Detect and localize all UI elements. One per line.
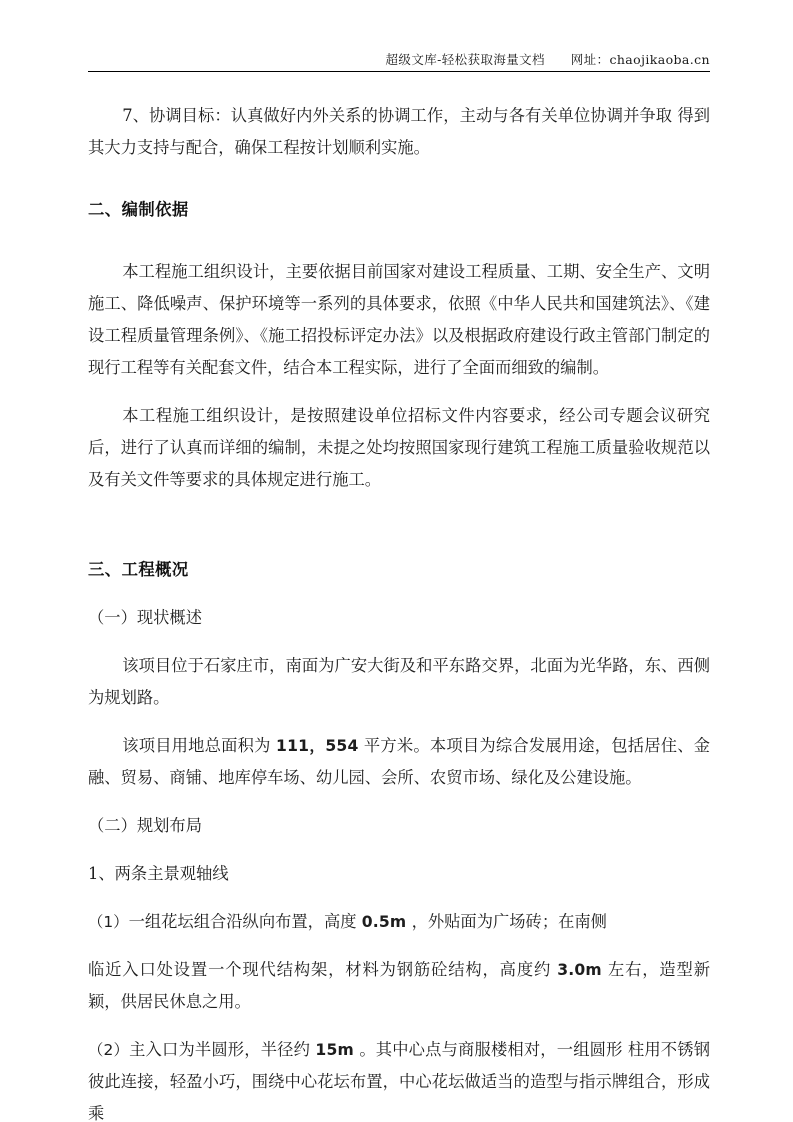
header-watermark-text: 超级文库-轻松获取海量文档 网址：chaojikaoba.cn <box>385 52 710 67</box>
list-item-2-text-a: 主入口为半圆形，半径约 <box>129 1040 316 1059</box>
frame-height-value: 3.0m <box>557 961 602 979</box>
spacer <box>88 496 710 554</box>
frame-text-a: 临近入口处设置一个现代结构架，材料为钢筋砼结构，高度约 <box>88 960 558 979</box>
list-item-1-flowerbed <box>88 906 710 938</box>
subheading-current-status: （一）现状概述 <box>88 608 202 627</box>
spacer <box>88 842 710 858</box>
document-body <box>88 100 710 1122</box>
paragraph-project-area <box>88 730 710 794</box>
area-text-suffix: 平方米。本项目为综合发展用途，包括居住、金融、贸易、商铺、地库停车场、幼儿园、会所、农贸市场、绿化及公建设施。 <box>88 736 710 787</box>
paragraph-basis-1: 本工程施工组织设计，主要依据目前国家对建设工程质量、工期、安全生产、文明施工、降低噪声、保护环境等一系列的具体要求，依照《中华人民共和国建筑法》、《建设工程质量管理条例》、《施工招投标评定办法》以及根据政府建设行政主管部门制定的现行工程等有关配套文件，结合本工程实际，进行了全面而细致的编制。 <box>88 262 710 377</box>
list-item-1-label: （1） <box>88 913 129 931</box>
paragraph-basis-2: 本工程施工组织设计，是按照建设单位招标文件内容要求，经公司专题会议研究后，进行了认真而详细的编制，未提之处均按照国家现行建筑工程施工质量验收规范以及有关文件等要求的具体规定进行施工。 <box>88 406 710 489</box>
header-divider <box>88 71 710 72</box>
subheading-planning-layout: （二）规划布局 <box>88 816 202 835</box>
spacer <box>88 938 710 954</box>
paragraph-project-location: 该项目位于石家庄市，南面为广安大街及和平东路交界，北面为光华路，东、西侧为规划路。 <box>88 656 710 707</box>
list-item-2-main-entrance <box>88 1034 710 1122</box>
spacer <box>88 384 710 400</box>
spacer <box>88 634 710 650</box>
heading-project-overview: 三、工程概况 <box>88 560 189 579</box>
list-item-1-text-b: ，外贴面为广场砖；在南侧 <box>406 912 607 931</box>
frame-text-b: 左右，造型新颖，供居民休息之用。 <box>88 960 710 1011</box>
list-item-2-label: （2） <box>88 1041 130 1059</box>
list-item-2-text-b: 。其中心点与商服楼相对，一组圆形 柱用不锈钢彼此连接，轻盈小巧，围绕中心花坛布置，中心花坛做适当的造型与指示牌组合，形成乘 <box>88 1040 710 1122</box>
spacer <box>88 164 710 194</box>
flowerbed-height-value: 0.5m <box>361 913 407 931</box>
area-text-prefix: 该项目用地总面积为 <box>122 736 277 755</box>
heading-compilation-basis: 二、编制依据 <box>88 200 189 219</box>
spacer <box>88 226 710 256</box>
list-item-1-text-a: 一组花坛组合沿纵向布置，高度 <box>128 912 362 931</box>
spacer <box>88 890 710 906</box>
entrance-radius-value: 15m <box>315 1041 354 1059</box>
spacer <box>88 1018 710 1034</box>
spacer <box>88 714 710 730</box>
page-header <box>88 50 710 72</box>
heading-two-landscape-axes: 1、两条主景观轴线 <box>88 864 229 883</box>
paragraph-coordination-goal: 7、协调目标：认真做好内外关系的协调工作，主动与各有关单位协调并争取 得到其大力支持与配合，确保工程按计划顺利实施。 <box>88 106 710 157</box>
spacer <box>88 794 710 810</box>
area-value: 111，554 <box>276 737 359 755</box>
spacer <box>88 586 710 602</box>
paragraph-entrance-frame <box>88 954 710 1018</box>
